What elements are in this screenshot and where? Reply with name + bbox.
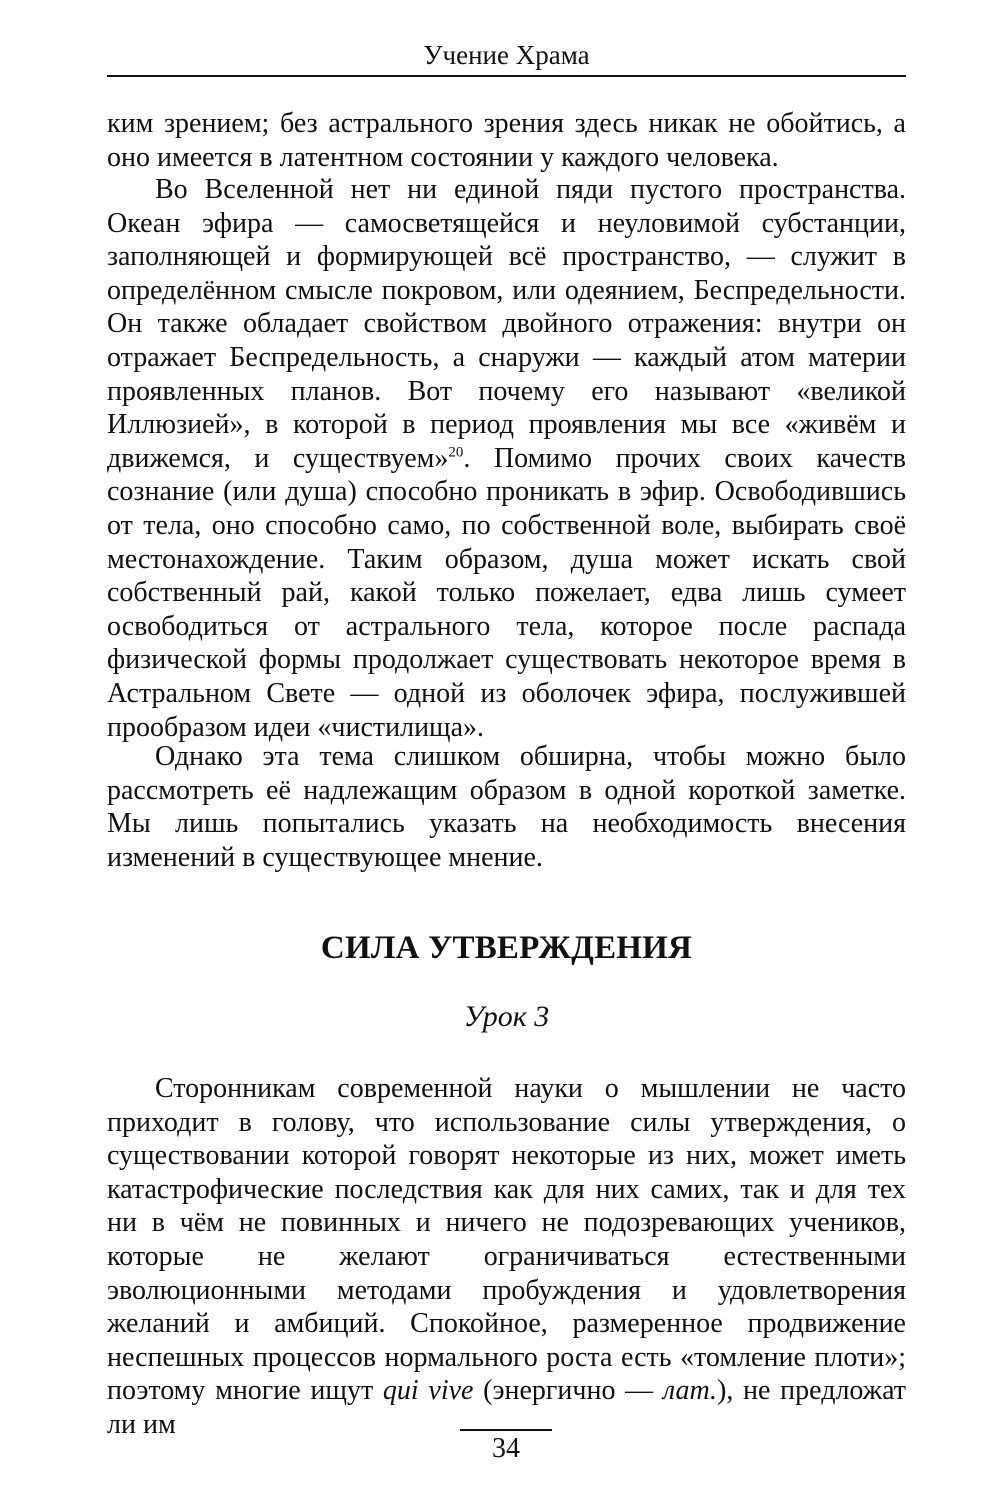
lesson-text-c: ), не предложат ли им <box>107 1375 907 1440</box>
paragraph-2-text-b: . Помимо прочих своих качеств сознание (или душа) способно проникать в эфир. Освободившись от тела, оно способно само, по собственной воле, выбирать своё местонахождение. Таким образом, душа может искать свой собственный рай, какой только пожелает, едва лишь сумеет освободиться от астрального тела, которое после распада физической формы продолжает существовать некоторое время в Астральном Свете — одной из оболочек эфира, послужившей прообразом идеи «чистилища». <box>107 442 906 743</box>
section-subtitle: Урок 3 <box>463 1000 550 1033</box>
paragraph-2 <box>107 173 906 744</box>
section-title: СИЛА УТВЕРЖДЕНИЯ <box>320 930 693 966</box>
lesson-paragraph-1 <box>107 1072 906 1442</box>
paragraph-2-text-a: Во Вселенной нет ни единой пяди пустого пространства. Океан эфира — самосветящейся и неуловимой субстанции, заполняющей и формирующей всё пространство, — служит в определённом смысле покровом, или одеянием, Беспредельности. Он также обладает свойством двойного отражения: внутри он отражает Беспредельность, а снаружи — каждый атом материи проявленных планов. Вот почему его называют «великой Иллюзией», в которой в период проявления мы все «живём и движемся, и существуем» <box>107 174 906 474</box>
paragraph-3: Однако эта тема слишком обширна, чтобы можно было рассмотреть её надлежащим образом в одной короткой заметке. Мы лишь попытались указать на необходимость внесения изменений в существующее мнение. <box>107 741 906 873</box>
header-rule <box>107 75 906 77</box>
latin-abbreviation: лат. <box>662 1375 718 1407</box>
lesson-text-a: Сторонникам современной науки о мышлении не часто приходит в голову, что использование силы утверждения, о существовании которой говорят некоторые из них, может иметь катастрофические последствия как для них самих, так и для тех ни в чём не повинных и ничего не подозревающих учеников, которые не желают ограничиваться естественными эволюционными методами пробуждения и удовлетворения желаний и амбиций. Спокойное, размеренное продвижение неспешных процессов нормального роста есть «томление плоти»; поэтому многие ищут <box>107 1073 906 1407</box>
running-header: Учение Храма <box>423 40 590 70</box>
lesson-text-b: (энергично — <box>473 1375 663 1407</box>
paragraph-1: ким зрением; без астрального зрения здесь никак не обойтись, а оно имеется в латентном состоянии у каждого человека. <box>107 108 906 173</box>
footnote-ref-20[interactable]: 20 <box>448 444 464 461</box>
page-number: 34 <box>492 1433 520 1464</box>
footer-rule <box>460 1429 552 1431</box>
latin-phrase: qui vive <box>382 1375 474 1407</box>
